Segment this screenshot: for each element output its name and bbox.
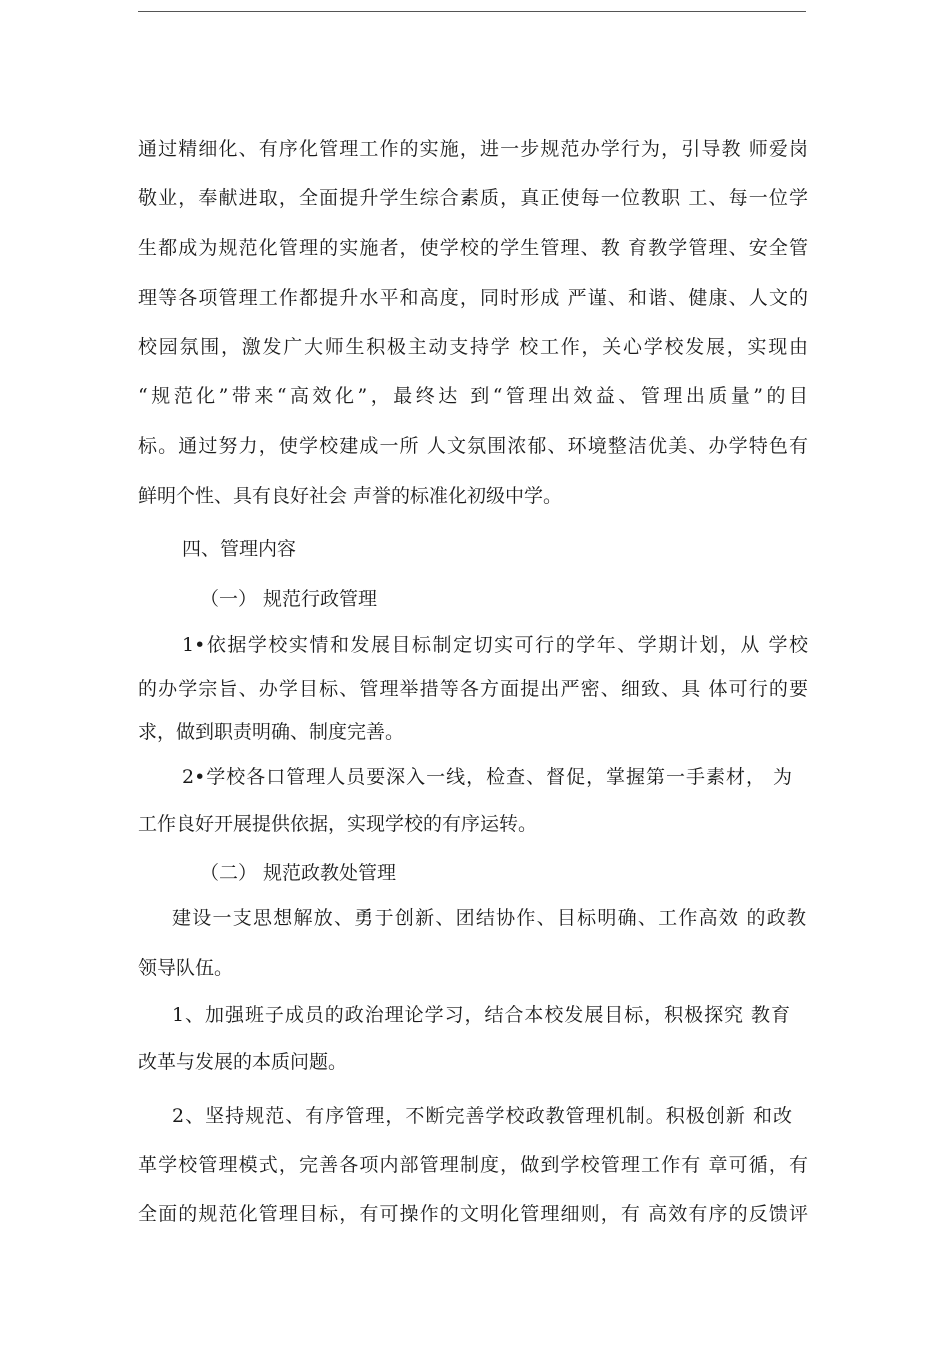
- text-line: 1•依据学校实情和发展目标制定切实可行的学年、学期计划，从 学校: [182, 634, 808, 656]
- text-line: 2•学校各口管理人员要深入一线，检查、督促，掌握第一手素材， 为: [182, 766, 792, 788]
- text-line: 标。通过努力，使学校建成一所 人文氛围浓郁、环境整洁优美、办学特色有: [138, 435, 808, 457]
- text-line: 改革与发展的本质问题。: [138, 1051, 348, 1073]
- text-line: 的办学宗旨、办学目标、管理举措等各方面提出严密、细致、具 体可行的要: [138, 678, 808, 700]
- text-line: 求，做到职责明确、制度完善。: [138, 721, 405, 743]
- text-line: 2、坚持规范、有序管理，不断完善学校政教管理机制。积极创新 和改: [172, 1105, 792, 1127]
- subsection-heading: （一） 规范行政管理: [200, 588, 378, 610]
- header-rule: [138, 11, 806, 12]
- text-line: 1、加强班子成员的政治理论学习，结合本校发展目标，积极探究 教育: [172, 1004, 790, 1026]
- text-line: 理等各项管理工作都提升水平和高度，同时形成 严谨、和谐、健康、人文的: [138, 287, 808, 309]
- text-line: 通过精细化、有序化管理工作的实施，进一步规范办学行为，引导教 师爱岗: [138, 138, 808, 160]
- text-line: 工作良好开展提供依据，实现学校的有序运转。: [138, 813, 538, 835]
- text-line: 全面的规范化管理目标，有可操作的文明化管理细则，有 高效有序的反馈评: [138, 1203, 808, 1225]
- section-heading: 四、管理内容: [182, 538, 297, 560]
- text-line: 革学校管理模式，完善各项内部管理制度，做到学校管理工作有 章可循，有: [138, 1154, 808, 1176]
- text-line: 鲜明个性、具有良好社会 声誉的标准化初级中学。: [138, 485, 563, 507]
- text-line: “规范化”带来“高效化”，最终达 到“管理出效益、管理出质量”的目: [138, 385, 808, 407]
- text-line: 敬业，奉献进取，全面提升学生综合素质，真正使每一位教职 工、每一位学: [138, 187, 808, 209]
- text-line: 生都成为规范化管理的实施者，使学校的学生管理、教 育教学管理、安全管: [138, 237, 808, 259]
- subsection-heading: （二） 规范政教处管理: [200, 862, 397, 884]
- text-line: 领导队伍。: [138, 957, 234, 979]
- text-line: 校园氛围，激发广大师生积极主动支持学 校工作，关心学校发展，实现由: [138, 336, 808, 358]
- text-line: 建设一支思想解放、勇于创新、团结协作、目标明确、工作高效 的政教: [172, 907, 806, 929]
